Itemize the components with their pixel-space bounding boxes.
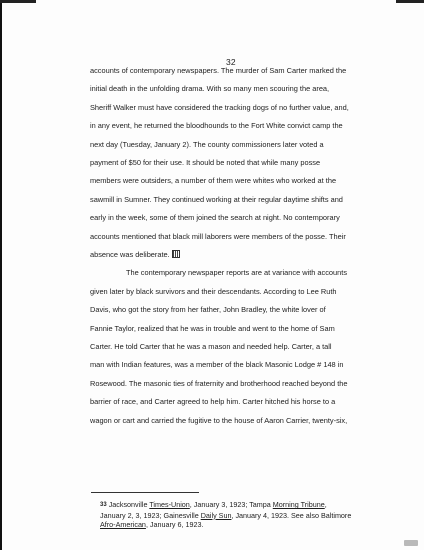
paragraph-first-line: The contemporary newspaper reports are at variance with accounts [126,268,348,278]
text-line: members were outsiders, a number of them were whites who worked at the [90,176,337,186]
text-line: man with Indian features, was a member of the black Masonic Lodge # 148 in [90,360,344,370]
text-line: Carter. He told Carter that he was a mason and needed help. Carter, a tall [90,342,332,351]
text-line: accounts mentioned that black mill laborers were members of the posse. Their [90,231,346,241]
text-line: sawmill in Sumner. They continued working at their regular daytime shifts and [90,194,343,204]
footnote-line-2 [100,511,400,521]
scan-top-right-edge [396,0,424,3]
text-line: wagon or cart and carried the fugitive to the house of Aaron Carrier, twenty-six, [90,415,348,425]
footnote-text: , January 3, 1923; Tampa [189,500,273,509]
publication-title: Morning Tribune [272,500,325,509]
footnote-line-1 [100,500,400,511]
text-line: Rosewood. The masonic ties of fraternity and brotherhood reached beyond the [90,378,348,388]
footnote-text: Jacksonville [108,500,150,509]
text-line: given later by black survivors and their descendants. According to Lee Ruth [90,286,337,296]
scan-top-edge [0,0,36,3]
page-number: 32 [226,57,236,67]
text-line: Davis, who got the story from her father, John Bradley, the white lover of [90,305,326,315]
text-line: early in the week, some of them joined the search at night. No contemporary [90,213,340,223]
text-line: Sheriff Walker must have considered the tracking dogs of no further value, and, [90,102,349,112]
publication-title: Times-Union [149,500,190,509]
text-line: Fannie Taylor, realized that he was in trouble and went to the home of Sam [90,323,335,333]
scan-corner-mark [404,540,418,546]
text-line: payment of $50 for their use. It should be noted that while many posse [90,158,321,167]
footnote-line-3 [100,520,400,530]
text-line: accounts of contemporary newspapers. The murder of Sam Carter marked the [90,66,347,75]
footnote-separator [91,492,199,493]
text-line-with-footnote-ref [90,250,180,259]
footnote-reference-mark [172,250,180,258]
footnote-text: , [324,500,327,509]
footnote-marker: 33 [100,502,107,508]
publication-title: Afro-American [100,520,146,530]
footnote-text: , January 4, 1923. See also Baltimore [231,510,352,520]
text-line: in any event, he returned the bloodhounds to the Fort White convict camp the [90,121,343,131]
text-line: next day (Tuesday, January 2). The county commissioners later voted a [90,139,324,149]
footnote-text: , January 6, 1923. [145,520,204,530]
publication-title: Daily Sun [200,510,232,520]
scan-left-edge [0,0,2,550]
footnote-text: January 2, 3, 1923; Gainesville [100,510,201,520]
text-line: absence was deliberate. [90,250,170,259]
text-line: initial death in the unfolding drama. With so many men scouring the area, [90,84,330,94]
text-line: barrier of race, and Carter agreed to help him. Carter hitched his horse to a [90,397,336,407]
footnote [100,500,400,530]
